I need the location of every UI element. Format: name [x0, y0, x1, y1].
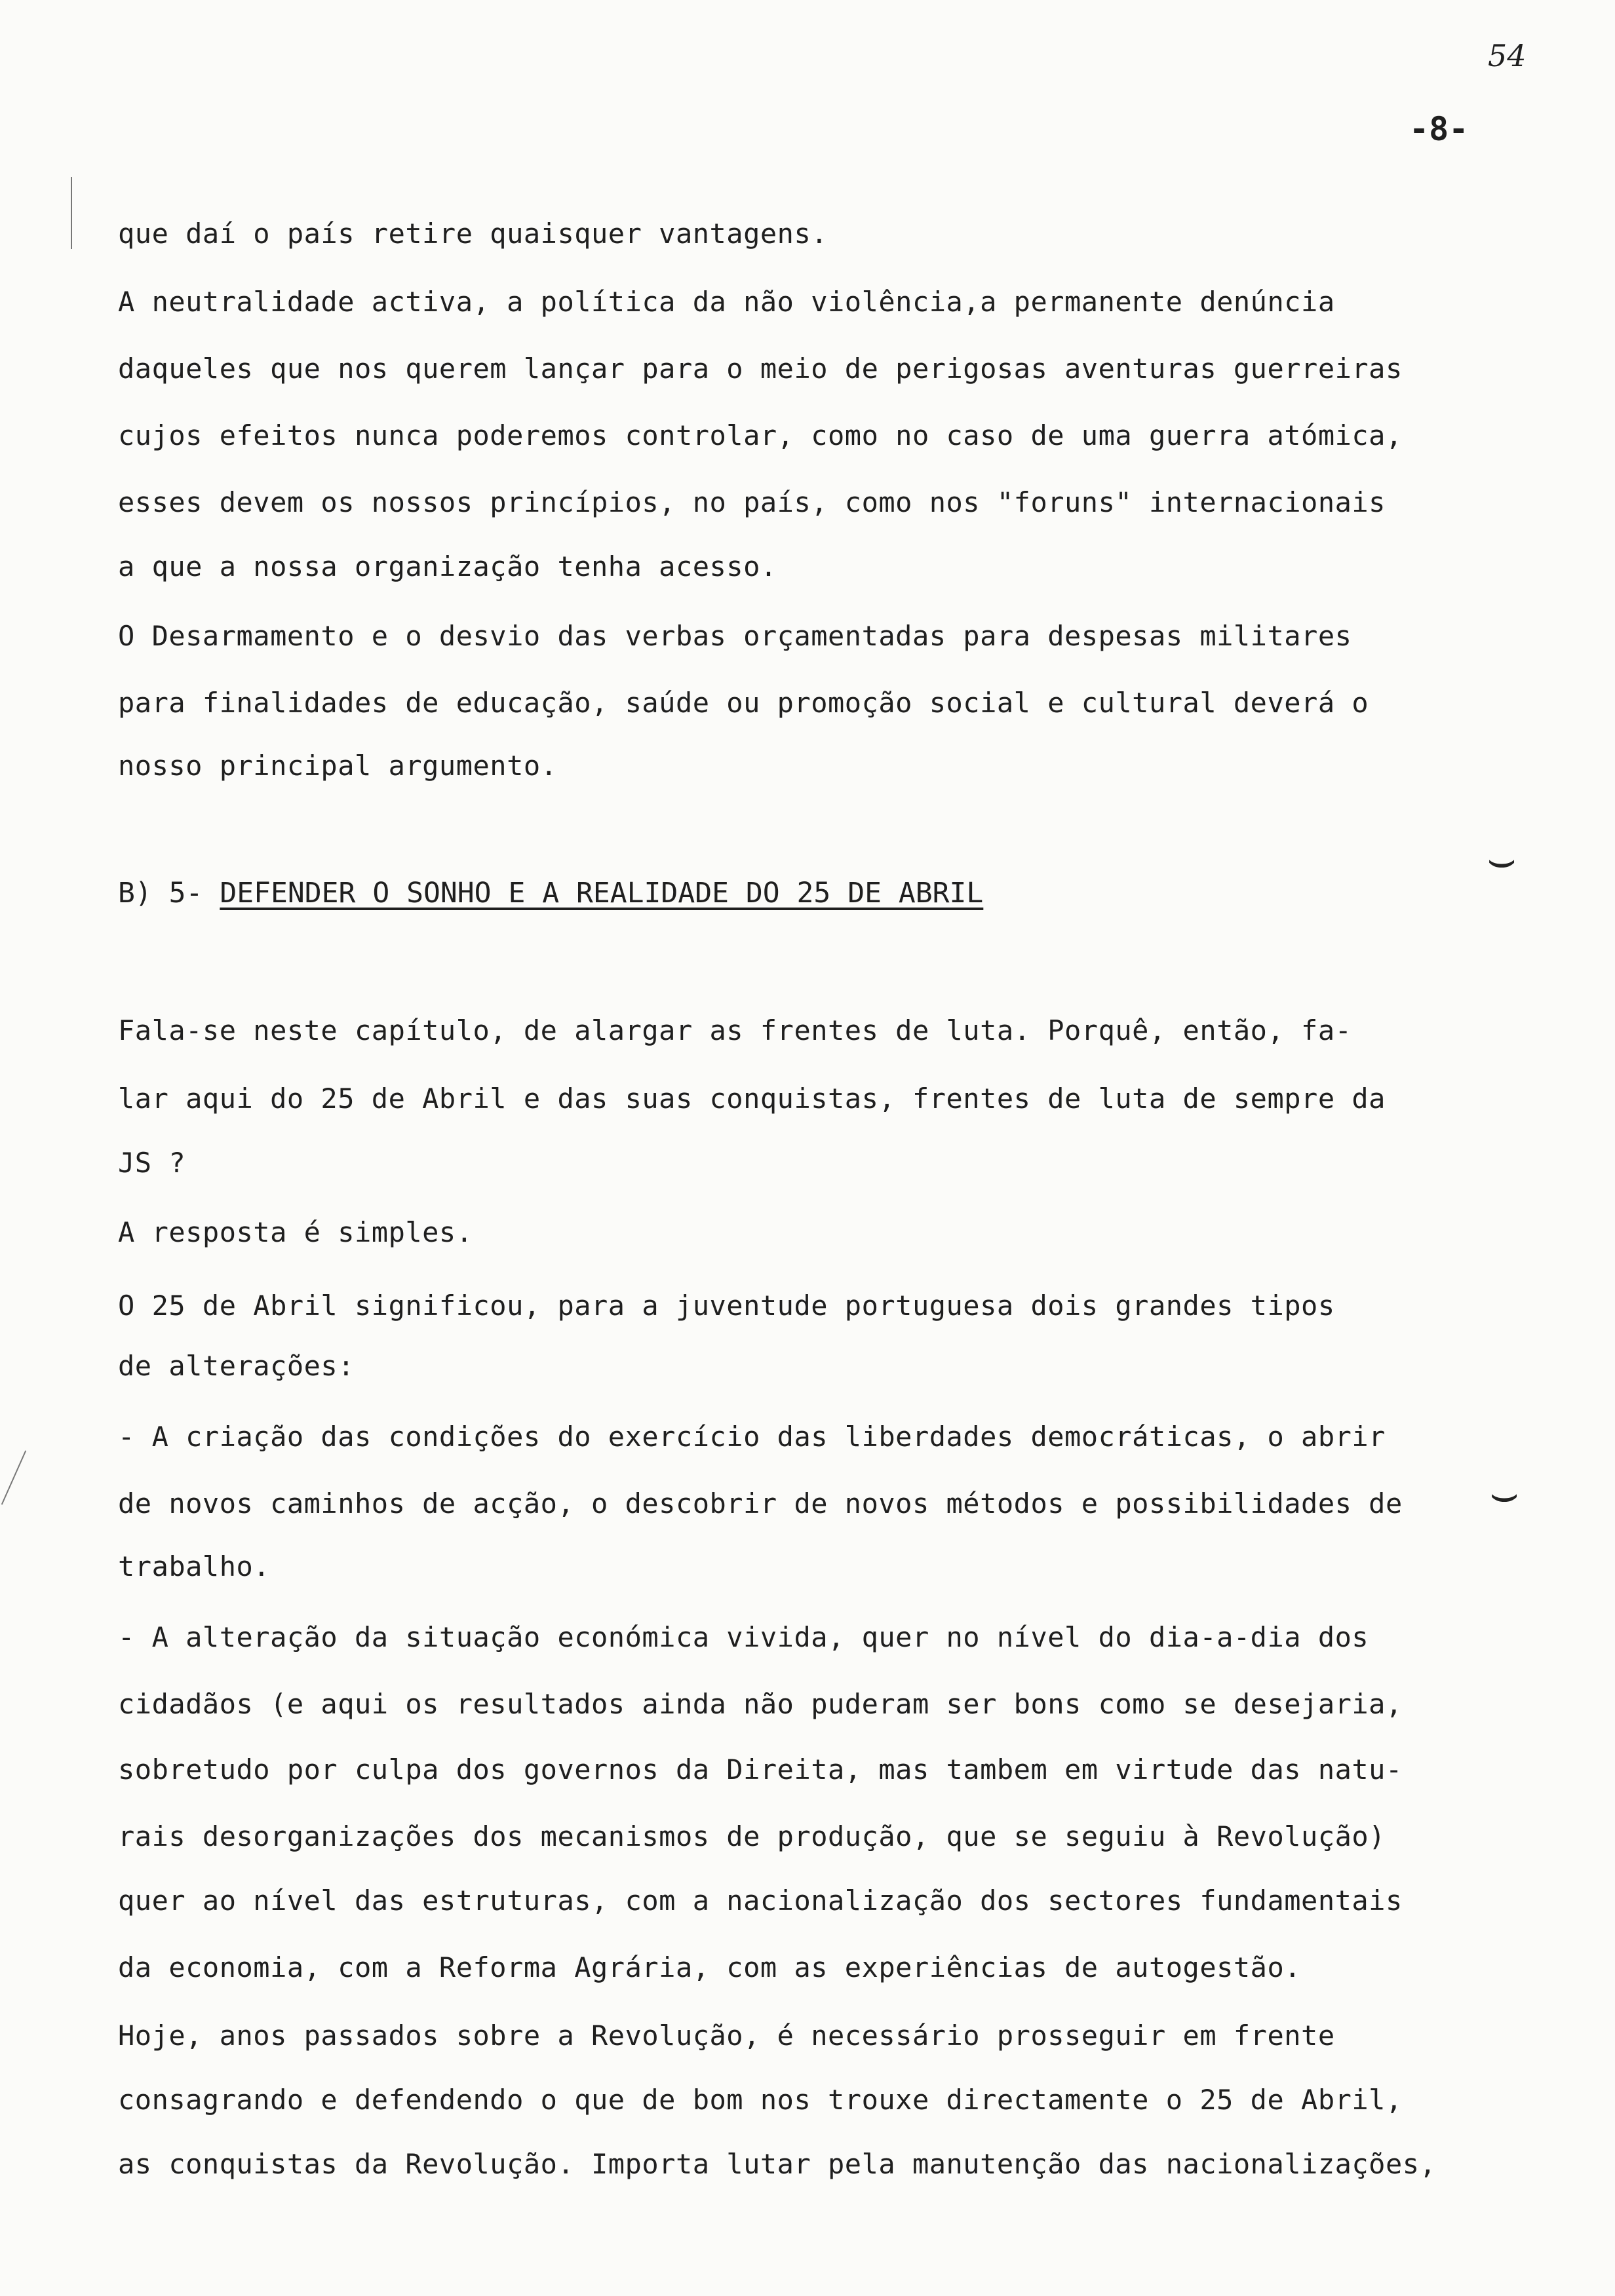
- text-line: O 25 de Abril significou, para a juventude portuguesa dois grandes tipos: [118, 1290, 1335, 1322]
- text-line: esses devem os nossos princípios, no país, como nos "foruns" internacionais: [118, 486, 1386, 518]
- section-prefix: B) 5-: [118, 877, 220, 909]
- text-line: consagrando e defendendo o que de bom nos trouxe directamente o 25 de Abril,: [118, 2084, 1403, 2116]
- text-line: lar aqui do 25 de Abril e das suas conquistas, frentes de luta de sempre da: [118, 1082, 1386, 1115]
- text-line: de alterações:: [118, 1350, 355, 1382]
- binding-hole-mark: ⌣: [1489, 1466, 1520, 1520]
- text-line: O Desarmamento e o desvio das verbas orçamentadas para despesas militares: [118, 620, 1352, 652]
- binding-hole-mark: ⌣: [1487, 832, 1517, 886]
- text-line: nosso principal argumento.: [118, 750, 558, 782]
- text-line: - A criação das condições do exercício das liberdades democráticas, o abrir: [118, 1421, 1386, 1453]
- text-line: da economia, com a Reforma Agrária, com as experiências de autogestão.: [118, 1951, 1302, 1983]
- section-heading: [118, 877, 983, 909]
- text-line: Fala-se neste capítulo, de alargar as frentes de luta. Porquê, então, fa-: [118, 1014, 1352, 1046]
- text-line: A resposta é simples.: [118, 1216, 473, 1248]
- text-line: cujos efeitos nunca poderemos controlar, como no caso de uma guerra atómica,: [118, 419, 1403, 451]
- text-line: trabalho.: [118, 1550, 271, 1582]
- text-line: sobretudo por culpa dos governos da Direita, mas tambem em virtude das natu-: [118, 1753, 1403, 1786]
- text-line: A neutralidade activa, a política da não violência,a permanente denúncia: [118, 286, 1335, 318]
- text-line: cidadãos (e aqui os resultados ainda não puderam ser bons como se desejaria,: [118, 1688, 1403, 1720]
- text-line: que daí o país retire quaisquer vantagens.: [118, 218, 828, 250]
- text-line: daqueles que nos querem lançar para o meio de perigosas aventuras guerreiras: [118, 353, 1403, 385]
- section-title: DEFENDER O SONHO E A REALIDADE DO 25 DE ABRIL: [220, 877, 984, 909]
- text-line: quer ao nível das estruturas, com a nacionalização dos sectores fundamentais: [118, 1885, 1403, 1917]
- text-line: Hoje, anos passados sobre a Revolução, é necessário prosseguir em frente: [118, 2019, 1335, 2052]
- margin-tick: [1, 1450, 26, 1504]
- margin-tick: [71, 177, 72, 249]
- text-line: as conquistas da Revolução. Importa lutar pela manutenção das nacionalizações,: [118, 2148, 1437, 2180]
- page-number: -8-: [1409, 110, 1469, 148]
- text-line: a que a nossa organização tenha acesso.: [118, 550, 777, 583]
- corner-handwritten-number: 54: [1488, 38, 1527, 73]
- text-line: JS ?: [118, 1147, 186, 1179]
- text-line: para finalidades de educação, saúde ou promoção social e cultural deverá o: [118, 687, 1369, 719]
- text-line: de novos caminhos de acção, o descobrir de novos métodos e possibilidades de: [118, 1487, 1403, 1520]
- text-line: rais desorganizações dos mecanismos de produção, que se seguiu à Revolução): [118, 1820, 1386, 1852]
- text-line: - A alteração da situação económica vivida, quer no nível do dia-a-dia dos: [118, 1621, 1369, 1653]
